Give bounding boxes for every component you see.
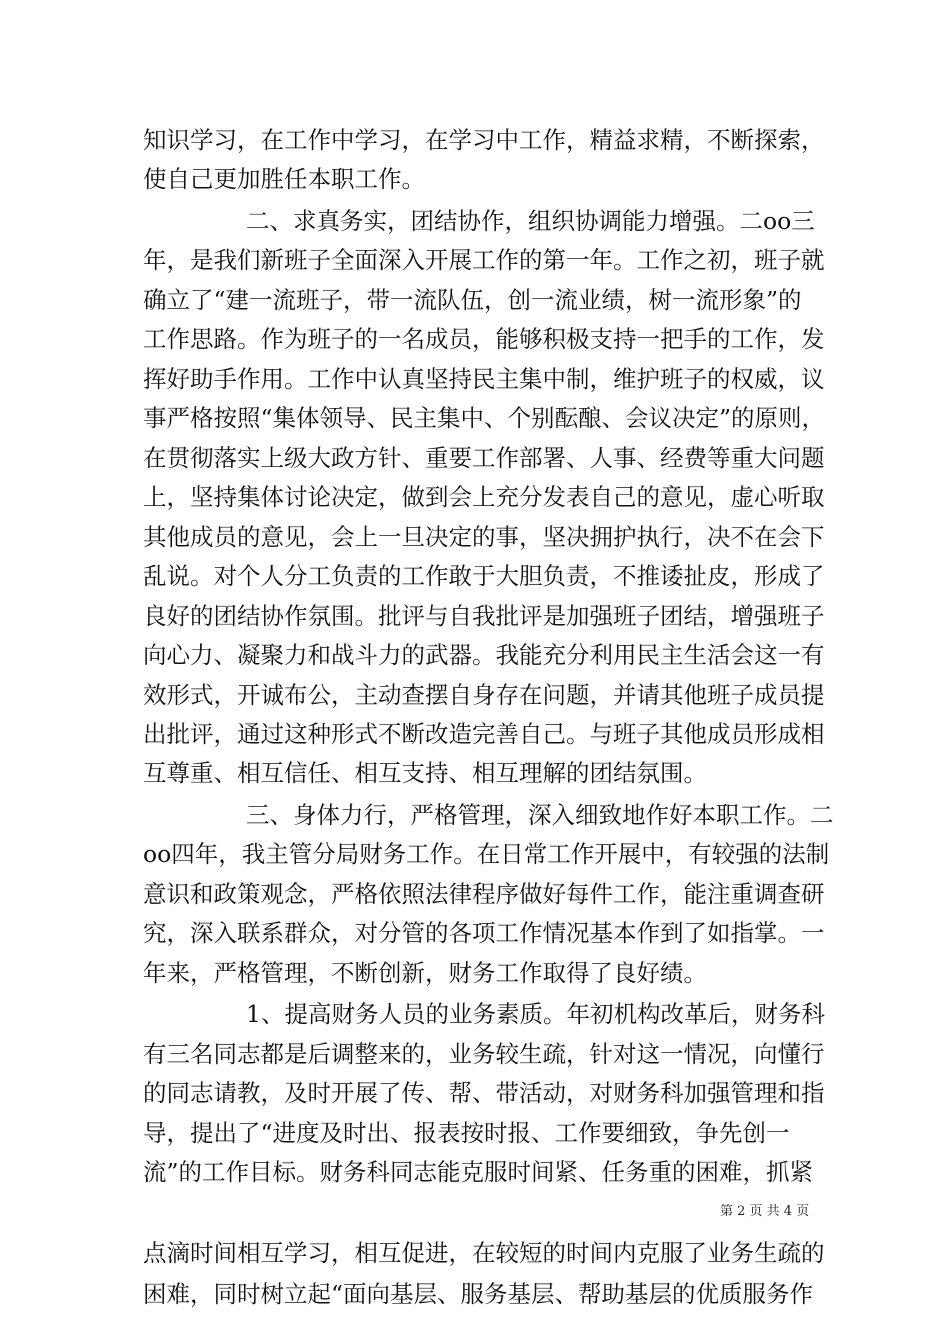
text-line: 在贯彻落实上级大政方针、重要工作部署、人事、经费等重大问题 [143,443,825,472]
text-line: 效形式，开诚布公，主动查摆自身存在问题，并请其他班子成员提 [143,680,825,709]
text-line: 年来，严格管理，不断创新，财务工作取得了良好绩。 [143,958,707,987]
paragraph-heading-line: 1、提高财务人员的业务素质。年初机构改革后，财务科 [246,1000,825,1029]
text-line: 有三名同志都是后调整来的，业务较生疏，针对这一情况，向懂行 [143,1039,825,1068]
text-line: 良好的团结协作氛围。批评与自我批评是加强班子团结，增强班子 [143,601,825,630]
text-line: 知识学习，在工作中学习，在学习中工作，精益求精，不断探索， [143,126,825,154]
text-line: 向心力、凝聚力和战斗力的武器。我能充分利用民主生活会这一有 [143,641,825,669]
text-line: 意识和政策观念，严格依照法律程序做好每件工作，能注重调查研 [143,879,825,908]
text-line: oo四年，我主管分局财务工作。在日常工作开展中，有较强的法制 [143,840,830,869]
text-line: 点滴时间相互学习，相互促进，在较短的时间内克服了业务生疏的 [143,1239,825,1267]
text-line: 出批评，通过这种形式不断改造完善自己。与班子其他成员形成相 [143,720,825,748]
text-line: 年，是我们新班子全面深入开展工作的第一年。工作之初，班子就 [143,246,825,275]
text-line: 导，提出了“进度及时出、报表按时报、工作要细致，争先创一 [143,1118,790,1147]
text-line: 流”的工作目标。财务科同志能克服时间紧、任务重的困难，抓紧 [143,1158,814,1186]
paragraph-heading-line: 二、求真务实，团结协作，组织协调能力增强。二oo三 [246,206,815,235]
text-line: 上，坚持集体讨论决定，做到会上充分发表自己的意见，虚心听取 [143,483,825,512]
text-line: 使自己更加胜任本职工作。 [143,164,425,193]
text-line: 工作思路。作为班子的一名成员，能够积极支持一把手的工作，发 [143,325,825,354]
text-line: 挥好助手作用。工作中认真坚持民主集中制，维护班子的权威，议 [143,364,825,393]
text-line: 互尊重、相互信任、相互支持、相互理解的团结氛围。 [143,759,707,788]
page-number-footer: 第 2 页 共 4 页 [720,1204,810,1219]
text-line: 究，深入联系群众，对分管的各项工作情况基本作到了如指掌。一 [143,919,825,948]
text-line: 确立了“建一流班子，带一流队伍，创一流业绩，树一流形象”的 [143,285,802,314]
text-line: 其他成员的意见，会上一旦决定的事，坚决拥护执行，决不在会下 [143,522,825,551]
text-line: 乱说。对个人分工负责的工作敢于大胆负责，不推诿扯皮，形成了 [143,562,825,591]
text-line: 困难，同时树立起“面向基层、服务基层、帮助基层的优质服务作 [143,1280,814,1308]
text-line: 事严格按照“集体领导、民主集中、个别酝酿、会议决定”的原则， [143,404,826,433]
text-line: 的同志请教，及时开展了传、帮、带活动，对财务科加强管理和指 [143,1079,825,1108]
paragraph-heading-line: 三、身体力行，严格管理，深入细致地作好本职工作。二 [246,800,834,829]
